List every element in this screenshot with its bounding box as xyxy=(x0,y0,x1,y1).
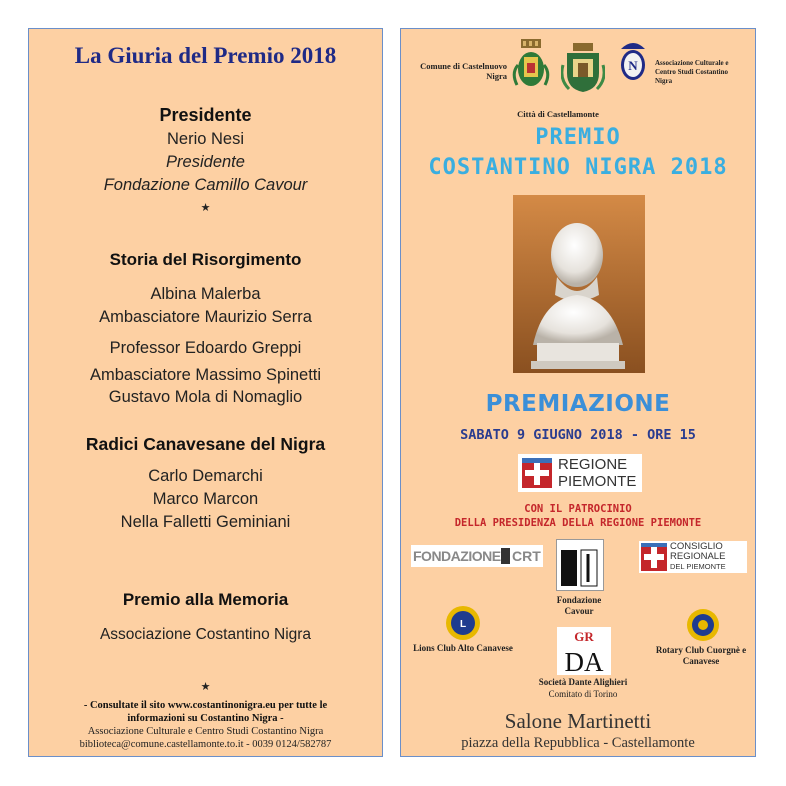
president-heading: Presidente xyxy=(159,105,252,125)
venue-name: Salone Martinetti xyxy=(504,709,652,733)
president-name: Nerio Nesi xyxy=(166,130,245,148)
storia-member: Ambasciatore Massimo Spinetti xyxy=(89,366,322,384)
storia-member: Professor Edoardo Greppi xyxy=(109,339,302,357)
rotary-club-icon xyxy=(685,607,721,643)
cavour-logo xyxy=(556,539,604,591)
dante-logo xyxy=(557,627,611,675)
premiazione-heading: PREMIAZIONE xyxy=(485,391,671,417)
consiglio-text xyxy=(670,542,726,572)
svg-text:GR: GR xyxy=(574,629,594,644)
footer-info xyxy=(29,699,382,751)
premio-subtitle: COSTANTINO NIGRA 2018 xyxy=(428,155,728,180)
cavour-logo-icon xyxy=(557,540,603,590)
crt-name: FONDAZIONE xyxy=(413,548,501,564)
patrocinio-line2: DELLA PRESIDENZA DELLA REGIONE PIEMONTE xyxy=(454,517,702,529)
dante-sub-label: Comitato di Torino xyxy=(548,689,618,699)
radici-member: Marco Marcon xyxy=(152,490,259,508)
rotary-label: Rotary Club Cuorgnè e Canavese xyxy=(655,645,747,666)
storia-member: Albina Malerba xyxy=(150,285,261,303)
consiglio-flag-icon xyxy=(641,543,667,571)
jury-panel xyxy=(28,28,383,757)
president-org: Fondazione Camillo Cavour xyxy=(103,176,308,194)
memoria-heading: Premio alla Memoria xyxy=(122,590,289,609)
associazione-label: Associazione Culturale e Centro Studi Costantino Nigra xyxy=(655,59,729,85)
patrocinio-line1: CON IL PATROCINIO xyxy=(524,503,632,515)
svg-text:L: L xyxy=(459,619,467,630)
bust-image xyxy=(513,195,645,373)
storia-member: Gustavo Mola di Nomaglio xyxy=(108,388,303,406)
crt-bar-icon xyxy=(501,548,510,564)
lions-club-icon xyxy=(445,605,481,641)
regione-line1: REGIONE xyxy=(558,456,628,473)
cavour-label: Fondazione Cavour xyxy=(556,595,602,616)
jury-title: La Giuria del Premio 2018 xyxy=(74,43,337,68)
lions-label: Lions Club Alto Canavese xyxy=(413,643,513,653)
fondazione-crt-logo xyxy=(411,545,543,567)
footer-line: Associazione Culturale e Centro Studi Costantino Nigra xyxy=(87,726,324,737)
castelnuovo-label: Comune di Castelnuovo Nigra xyxy=(420,61,507,81)
consiglio-line: REGIONALE xyxy=(670,551,726,562)
bust-portrait xyxy=(513,195,645,373)
star-divider: ★ xyxy=(200,681,211,693)
radici-heading: Radici Canavesane del Nigra xyxy=(85,434,326,454)
radici-member: Carlo Demarchi xyxy=(148,467,263,485)
consiglio-logo xyxy=(639,541,747,573)
crt-acronym: CRT xyxy=(512,548,541,564)
svg-text:N: N xyxy=(628,58,638,73)
premio-title: PREMIO xyxy=(535,125,621,150)
footer-line: informazioni su Costantino Nigra - xyxy=(127,713,284,724)
venue-address: piazza della Repubblica - Castellamonte xyxy=(461,735,695,751)
radici-member: Nella Falletti Geminiani xyxy=(120,513,291,531)
castelnuovo-crest-icon xyxy=(511,39,551,93)
regione-line2: PIEMONTE xyxy=(558,473,637,490)
footer-line: - Consultate il sito www.costantinonigra.eu per tutte le xyxy=(83,700,328,711)
castellamonte-label: Città di Castellamonte xyxy=(517,109,599,119)
associazione-emblem-icon xyxy=(617,37,649,83)
consiglio-line: CONSIGLIO xyxy=(670,541,723,552)
event-panel xyxy=(400,28,756,757)
footer-contact: biblioteca@comune.castellamonte.to.it - 0039 0124/582787 xyxy=(79,739,332,750)
regione-logo xyxy=(518,454,642,492)
star-divider: ★ xyxy=(200,202,211,214)
storia-heading: Storia del Risorgimento xyxy=(109,250,302,269)
castellamonte-crest-icon xyxy=(561,43,605,93)
dante-logo-icon xyxy=(557,627,611,675)
dante-label: Società Dante Alighieri xyxy=(538,677,628,687)
storia-member: Ambasciatore Maurizio Serra xyxy=(99,308,312,326)
piemonte-flag-icon xyxy=(522,458,552,488)
consiglio-line: DEL PIEMONTE xyxy=(670,562,726,571)
memoria-name: Associazione Costantino Nigra xyxy=(99,626,312,643)
dante-monogram: DA xyxy=(564,647,604,675)
event-datetime: SABATO 9 GIUGNO 2018 - ORE 15 xyxy=(460,427,696,443)
president-role: Presidente xyxy=(166,153,245,171)
